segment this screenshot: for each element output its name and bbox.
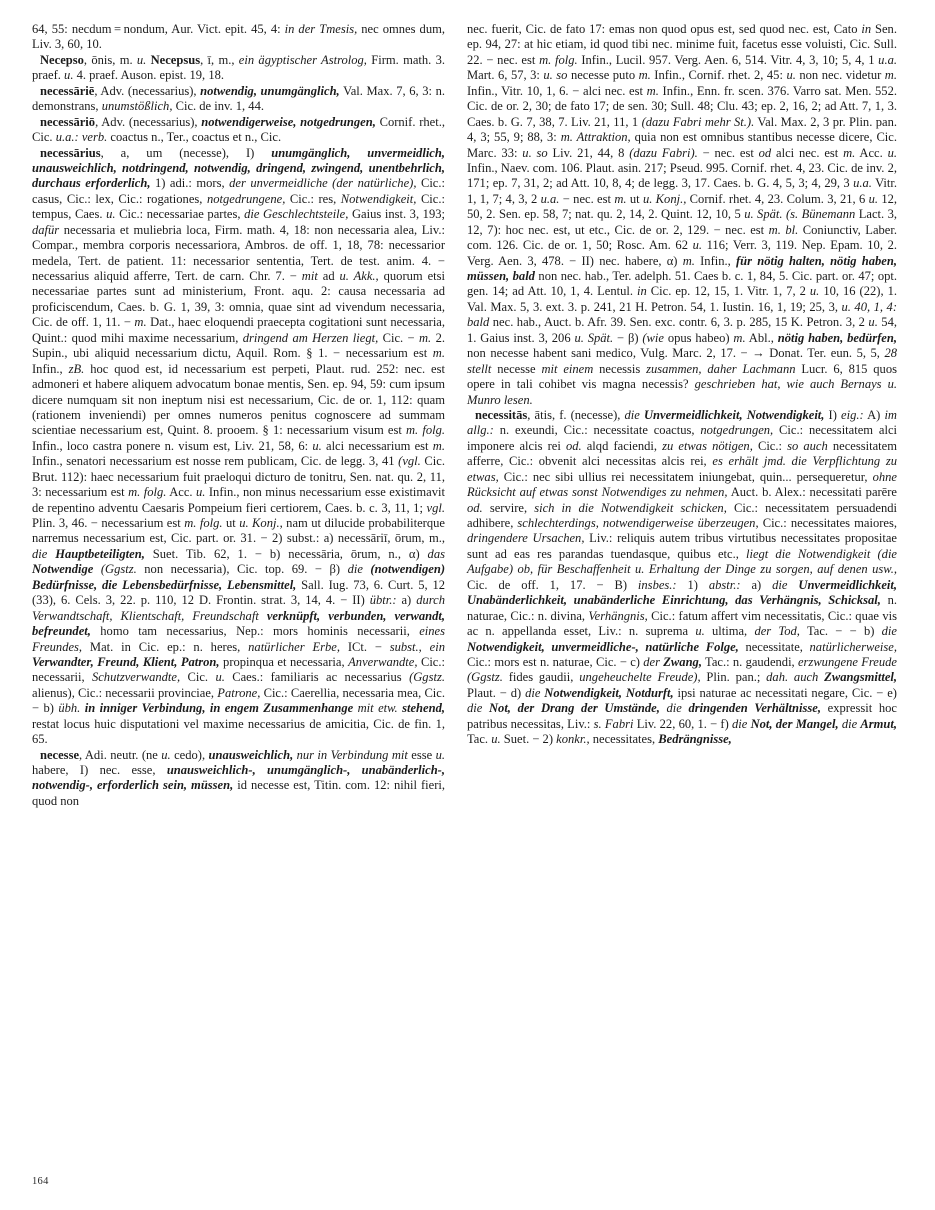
entry-necepso: Necepso, ōnis, m. u. Necepsus, ī, m., ein ägyptischer Astrolog, Firm. math. 3. praef. u. 4. praef. Auson. epist. 19, 18.	[32, 52, 446, 83]
column-left	[0, 0, 455, 1165]
column-right	[455, 0, 935, 1165]
folio-number: 164	[32, 1176, 49, 1187]
entry-necesse: necesse, Adi. neutr. (ne u. cedo), unausweichlich, nur in Verbindung mit esse u. habere, I) nec. esse, unausweichlich-, unumgänglich-, unabänderlich-, notwendig-, erforderlich sein, müssen, id necesse est, Titin. com. 12: nihil fieri, quod non	[32, 747, 445, 808]
paragraph-necesse-continued: nec. fuerit, Cic. de fato 17: emas non quod opus est, sed quod nec. est, Cato in Sen. ep. 94, 27: at hic etiam, id quod tibi nec. minime fuit, facetus esse voluisti, Cic. Sull. 22. − nec. est m. folg. Infin., Lucil. 957. Verg. Aen. 6, 514. Vitr. 4, 3, 10; 5, 4, 1 u.a. Mart. 6, 57, 3: u. so necesse puto m. Infin., Cornif. rhet. 2, 45: u. non nec. videtur m. Infin., Vitr. 10, 1, 6. − alci nec. est m. Infin., Enn. fr. scen. 376. Varro sat. Men. 552. Cic. de or. 2, 30; de fato 17; de sen. 30; Sull. 48; Clu. 43; ep. 2, 16, 2; ad Att. 7, 1, 3. Caes. b. G. 7, 38, 7. Liv. 21, 11, 1 (dazu Fabri mehr St.). Val. Max. 2, 3 pr. Plin. pan. 4, 3; 55, 9; 88, 3: m. Attraktion, quia non est omnibus stantibus necesse dicere, Cic. Marc. 33: u. so Liv. 21, 44, 8 (dazu Fabri). − nec. est od alci nec. est m. Acc. u. Infin., Naev. com. 106. Plaut. asin. 217; Pseud. 995. Cornif. rhet. 4, 23. Cic. de inv. 2, 171; ep. 7, 31, 2; ad Att. 10, 8, 4; de legg. 3, 17. Caes. b. G. 4, 5, 3; 4, 29, 3 u.a. Vitr. 1, 1, 7; 4, 3, 2 u.a. − nec. est m. ut u. Konj., Cornif. rhet. 4, 23. Colum. 3, 21, 6 u. 12, 50, 2. Sen. ep. 58, 7; nat. qu. 2, 14, 2. Quint. 12, 10, 5 u. Spät. (s. Bünemann Lact. 3, 12, 7): hoc nec. est, ut etc., Cic. de or. 2, 129. − nec. est m. bl. Coniunctiv, Laber. com. 126. Cic. de or. 1, 50; Rosc. Am. 62 u. 116; Verr. 3, 119. Nep. Epam. 10, 2. Verg. Aen. 3, 478. − II) nec. habere, α) m. Infin., für nötig halten, nötig haben, müssen, bald non nec. hab., Ter. adelph. 51. Caes b. c. 1, 84, 5. Cic. part. or. 47; opt. gen. 14; ad Att. 10, 1, 4. Lentul. in Cic. ep. 12, 15, 1. Vitr. 1, 7, 2 u. 10, 16 (22), 1. Val. Max. 5, 3. ext. 3. p. 241, 21 H. Petron. 54, 1. Iustin. 16, 1, 19; 25, 3, u. 40, 1, 4: bald nec. hab., Auct. b. Afr. 39. Sen. exc. contr. 6, 3. p. 285, 15 K. Petron. 3, 2 u. 54, 1. Gaius inst. 3, 206 u. Spät. − β) (wie opus habeo) m. Abl., nötig haben, bedürfen, non necesse habent sani medico, Vulg. Marc. 2, 17. − → Donat. Ter. eun. 5, 5, 28 stellt necesse mit einem necessis zusammen, daher Lachmann Lucr. 6, 815 quos opere in tali cohibet vis magna necessis? geschrieben hat, wie auch Bernays u. Munro lesen.	[467, 22, 898, 407]
entry-necessario: necessāriō, Adv. (necessarius), notwendigerweise, notgedrungen, Cornif. rhet., Cic. u.a.: verb. coactus n., Ter., coactus et n., Cic.	[32, 114, 446, 145]
entry-necessarius: necessārius, a, um (necesse), I) unumgänglich, unvermeidlich, unausweichlich, notdringend, notwendig, dringend, zwingend, unentbehrlich, durchaus erforderlich, 1) adi.: mors, der unvermeidliche (der natürliche), Cic.: casus, Cic.: lex, Cic.: rogationes, notgedrungene, Cic.: res, Notwendigkeit, Cic.: tempus, Caes. u. Cic.: necessariae partes, die Geschlechtsteile, Gaius inst. 3, 193; dafür necessaria et muliebria loca, Firm. math. 4, 18: non necessaria alea, Liv.: Compar., membra corporis necessariora, Ambros. de off. 1, 18, 78: necessarior medela, Tert. de patient. 11: necessarior sententia, Tert. de test. anim. 4. − necessarius aliquid afferre, Tert. de carn. Chr. 7. − mit ad u. Akk., quorum etsi necessariae partes sunt ad ministerium, Front. aqu. 2: causa necessaria ad proficiscendum, Caes. b. G. 1, 39, 3: omnia, quae sint ad vivendum necessaria, Cic. de off. 1, 11. − m. Dat., haec eloquendi praecepta cogitationi sunt necessaria, Quint.: quod mihi maxime necessarium, dringend am Herzen liegt, Cic. − m. 2. Supin., ubi aliquid necessarium dictu, Aquil. Rom. § 1. − necessarium est m. Infin., zB. hoc quod est, id necessarium est perpeti, Plaut. rud. 252: nec. est admoneri et habere aliquem advocatum bonae mentis, Sen. ep. 94, 59: cum ipsum dicere numquam sit non ineptum nisi est necessarium, Cic. de or. 1, 112: quam (rationem inveniendi) per omnes numeros penitus cognoscere ad summam scientiae necessarium est, Quint. 8. prooem. § 1: necessarium visum est m. folg. Infin., loco castra ponere n. visum est, Liv. 21, 58, 6: u. alci necessarium est m. Infin., senatori necessarium est nosse rem publicam, Cic. de legg. 3, 41 (vgl. Cic. Brut. 112): haec necessarium fuit praeloqui dicturo de tonitru, Sen. nat. qu. 2, 11, 3: necessarium est m. folg. Acc. u. Infin., non minus necessarium esse existimavit de repentino adventu Caesaris Pompeium fieri certiorem, Caes. b. c. 3, 11, 1; vgl. Plin. 3, 46. − necessarium est m. folg. ut u. Konj., nam ut dilucide probabiliterque narremus necessarium est, Cic. part. or. 31. − 2) subst.: a) necessāriī, ōrum, m., die Hauptbeteiligten, Suet. Tib. 62, 1. − b) necessāria, ōrum, n., α) das Notwendige (Ggstz. non necessaria), Cic. top. 69. − β) die (notwendigen) Bedürfnisse, die Lebensbedürfnisse, Lebensmittel, Sall. Iug. 73, 6. Curt. 5, 12 (33), 6. Cels. 3, 22. p. 110, 12 D. Frontin. strat. 3, 14, 4. − II) übtr.: a) durch Verwandtschaft, Klientschaft, Freundschaft verknüpft, verbunden, verwandt, befreundet, homo tam necessarius, Nep.: mors hominis necessarii, eines Freundes, Mat. in Cic. ep.: n. heres, natürlicher Erbe, ICt. − subst., ein Verwandter, Freund, Klient, Patron, propinqua et necessaria, Anverwandte, Cic.: necessarii, Schutzverwandte, Cic. u. Caes.: familiaris ac necessarius (Ggstz. alienus), Cic.: necessarii provinciae, Patrone, Cic.: Caerellia, necessaria mea, Cic. − b) übh. in inniger Verbindung, in engem Zusammenhange mit etw. stehend, restat locus huic disputationi vel maxime necessarius de amicitia, Cic. de fin. 1, 65.	[32, 145, 446, 747]
entry-necessarie: necessāriē, Adv. (necessarius), notwendig, unumgänglich, Val. Max. 7, 6, 3: n. demonstrans, unumstößlich, Cic. de inv. 1, 44.	[32, 83, 445, 114]
entry-necessitas: necessitās, ātis, f. (necesse), die Unvermeidlichkeit, Notwendigkeit, I) eig.: A) im allg.: n. exeundi, Cic.: necessitate coactus, notgedrungen, Cic.: necessitatem alci imponere alcis rei od. alqd faciendi, zu etwas nötigen, Cic.: so auch necessitatem afferre, Cic.: obvenit alci necessitas alcis rei, es erhält jmd. die Verpflichtung zu etwas, Cic.: nec sibi ullius rei necessitatem iniungebat, quin... persequeretur, ohne Rücksicht auf etwas sonst Notwendiges zu nehmen, Auct. b. Alex.: necessitati parēre od. servire, sich in die Notwendigkeit schicken, Cic.: necessitatem persuadendi adhibere, schlechterdings, notwendigerweise überzeugen, Cic.: necessitates maiores, dringendere Ursachen, Liv.: reliquis autem tribus virtutibus necessitates propositae sunt ad eas res parandas tuendasque, quibus etc., liegt die Notwendigkeit (die Aufgabe) ob, für Beschaffenheit u. Erhaltung der Dinge zu sorgen, auf denen usw., Cic. de off. 1, 17. − B) insbes.: 1) abstr.: a) die Unvermeidlichkeit, Unabänderlichkeit, unabänderliche Einrichtung, das Verhängnis, Schicksal, n. naturae, Cic.: n. divina, Verhängnis, Cic.: fatum affert vim necessitatis, Cic.: quae vis ac n. appellanda esset, Liv.: n. suprema u. ultima, der Tod, Tac. − − b) die Notwendigkeit, unvermeidliche-, natürliche Folge, necessitate, natürlicherweise, Cic.: mors est n. naturae, Cic. − c) der Zwang, Tac.: n. gaudendi, erzwungene Freude (Ggstz. fides gaudii, ungeheuchelte Freude), Plin. pan.; dah. auch Zwangsmittel, Plaut. − d) die Notwendigkeit, Notdurft, ipsi naturae ac necessitati negare, Cic. − e) die Not, der Drang der Umstände, die dringenden Verhältnisse, expressit hoc patribus necessitas, Liv.: s. Fabri Liv. 22, 60, 1. − f) die Not, der Mangel, die Armut, Tac. u. Suet. − 2) konkr., necessitates, Bedrängnisse,	[467, 407, 898, 747]
paragraph-necdum-tail: 64, 55: necdum = nondum, Aur. Vict. epit. 45, 4: in der Tmesis, nec omnes dum, Liv. 3, 60, 10.	[32, 22, 445, 52]
